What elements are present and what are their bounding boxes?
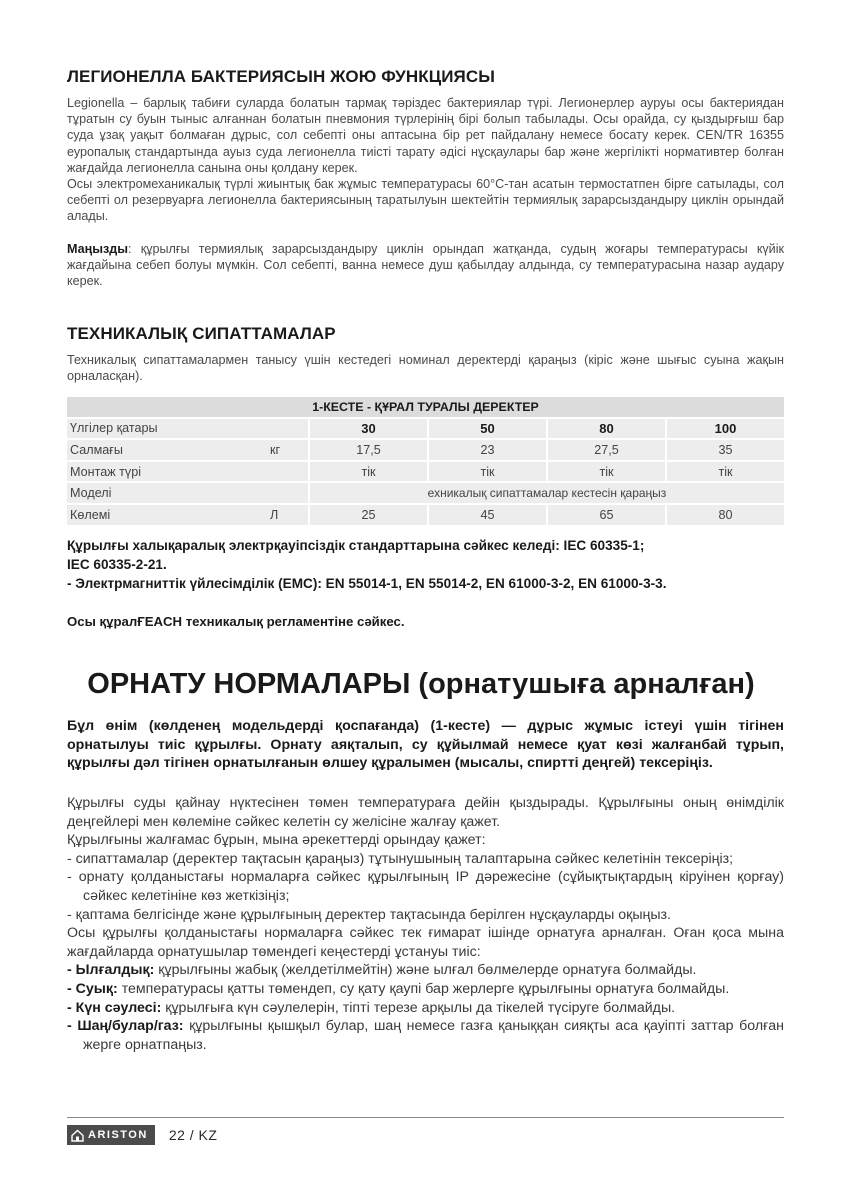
table-cell: 30: [308, 419, 427, 441]
table-cell: 65: [546, 505, 665, 527]
brand-name: ARISTON: [88, 1129, 148, 1141]
check-item: - қаптама белгісінде және құрылғының деректер тақтасында берілген нұсқауларды оқыңыз.: [67, 906, 671, 923]
table-row: [67, 505, 784, 527]
condition-label: Суық:: [75, 980, 118, 997]
row-label: Моделі: [67, 483, 270, 505]
table-cell: тік: [427, 462, 546, 484]
appliance-data-table: [67, 397, 784, 527]
reach-statement: Осы құралҒEACH техникалық регламентіне сәйкес.: [67, 614, 405, 629]
condition-item: - Ылғалдық: құрылғыны жабық (желдетілмейтін) және ылғал бөлмелерде орнатуға болмайды.: [67, 962, 697, 979]
important-text: : құрылғы термиялық зарарсыздандыру циклін орындап жатқанда, судың жоғары температурасы күйік жағдайына себеп болуы мүмкін. Сол себепті, ванна немесе душ қабылдау алдында, су температурасына назар аудару керек.: [67, 242, 784, 289]
row-unit: [270, 462, 308, 484]
tech-section-title: ТЕХНИКАЛЫҚ СИПАТТАМАЛАР: [67, 324, 336, 343]
legionella-body: [67, 95, 784, 225]
table-cell: 80: [546, 419, 665, 441]
table-cell: тік: [546, 462, 665, 484]
row-unit: Л: [270, 505, 308, 527]
condition-label: Шаң/булар/газ:: [77, 1018, 184, 1035]
table-cell: 35: [665, 440, 784, 462]
table-caption-row: [67, 397, 784, 419]
legionella-important-note: [67, 241, 784, 290]
table-cell: 17,5: [308, 440, 427, 462]
table-merged-cell: ехникалық сипаттамалар кестесін қараңыз: [308, 483, 784, 505]
condition-item: - Күн сәулесі: құрылғыға күн сәулелерін, тіпті терезе арқылы да тікелей түсіруге болмайды.: [67, 999, 676, 1016]
row-unit: [270, 419, 308, 441]
condition-text: құрылғыға күн сәулелерін, тіпті терезе арқылы да тікелей түсіруге болмайды.: [161, 999, 676, 1016]
table-cell: 23: [427, 440, 546, 462]
table-cell: 27,5: [546, 440, 665, 462]
table-cell: тік: [665, 462, 784, 484]
house-icon: [71, 1129, 84, 1142]
important-label: Маңызды: [67, 242, 129, 256]
table-row: [67, 440, 784, 462]
condition-text: құрылғыны қышқыл булар, шаң немесе газға қаныққан сияқты аса қауіпті заттар болған жерге орнатпаңыз.: [83, 1018, 784, 1053]
table-cell: 45: [427, 505, 546, 527]
install-paragraph: Құрылғы суды қайнау нүктесінен төмен температураға дейін қыздырады. Құрылғыны оның өнімділік деңгейлері мен көлеміне сәйкес келетін су желісіне жалғау қажет.: [67, 795, 784, 830]
table-caption: 1-КЕСТЕ - ҚҰРАЛ ТУРАЛЫ ДЕРЕКТЕР: [67, 397, 784, 419]
table-cell: 100: [665, 419, 784, 441]
page-number: 22 / KZ: [168, 1127, 218, 1143]
table-cell: тік: [308, 462, 427, 484]
row-label: Салмағы: [67, 440, 270, 462]
footer: [67, 1124, 217, 1146]
table-row: [67, 419, 784, 441]
condition-text: құрылғыны жабық (желдетілмейтін) және ылғал бөлмелерде орнатуға болмайды.: [154, 962, 697, 979]
condition-item: - Шаң/булар/газ: құрылғыны қышқыл булар, шаң немесе газға қаныққан сияқты аса қауіпті заттар болған жерге орнатпаңыз.: [67, 1018, 784, 1053]
condition-label: Күн сәулесі:: [75, 999, 162, 1016]
table-row: [67, 483, 784, 505]
compliance-line: Құрылғы халықаралық электрқауіпсіздік стандарттарына сәйкес келеді: IEC 60335-1;: [67, 538, 645, 553]
install-paragraph: Осы құрылғы қолданыстағы нормаларға сәйкес тек ғимарат ішінде орнатуға арналған. Оған қоса мына жағдайларда орнатушылар төмендегі кеңестерді ұстануы тиіс:: [67, 925, 784, 960]
condition-text: температурасы қатты төмендеп, су қату қаупі бар жерлерге құрылғыны орнатуға болмайды.: [117, 980, 730, 997]
install-lead: Бұл өнім (көлденең модельдерді қоспағанда) (1-кесте) — дұрыс жұмыс істеуі үшін тігінен орнатылуы тиіс құрылғы. Орнату аяқталып, су құйылмай немесе қуат көзі жалғанбай тұрып, құрылғы дәл тігінен орнатылғанын өлшеу құралымен (мысалы, спиртті деңгей) тексеріңіз.: [67, 718, 784, 772]
condition-label: Ылғалдық:: [75, 962, 155, 979]
table-cell: 50: [427, 419, 546, 441]
table-row: [67, 462, 784, 484]
legionella-paragraph-2: Осы электромеханикалық түрлі жиынтық бак жұмыс температурасы 60°C-тан асатын термостатпен бірге сатылады, сол себепті ол резервуарға легионелла бактериясының таратылуын шектейтін термиялық зарарсыздандыру циклін орындай алады.: [67, 177, 784, 224]
install-paragraph: Құрылғыны жалғамас бұрын, мына әрекеттерді орындау қажет:: [67, 832, 486, 849]
tech-intro: Техникалық сипаттамалармен танысу үшін кестедегі номинал деректерді қараңыз (кіріс және шығыс суына жақын орналасқан).: [67, 353, 784, 384]
compliance-line: IEC 60335-2-21.: [67, 557, 167, 572]
install-section-title: ОРНАТУ НОРМАЛАРЫ (орнатушыға арналған): [87, 668, 755, 700]
legionella-section-title: ЛЕГИОНЕЛЛА БАКТЕРИЯСЫН ЖОЮ ФУНКЦИЯСЫ: [67, 67, 495, 86]
emc-line: - Электрмагниттік үйлесімділік (EMC): EN 55014-1, EN 55014-2, EN 61000-3-2, EN 61000-3-3.: [67, 576, 667, 591]
row-unit: [270, 483, 308, 505]
compliance-statement: [67, 536, 784, 593]
check-item: - сипаттамалар (деректер тақтасын қараңыз) тұтынушының талаптарына сәйкес келетінін тексеріңіз;: [67, 850, 734, 867]
check-item: - орнату қолданыстағы нормаларға сәйкес құрылғының IP дәрежесіне (сұйықтықтардың кіруінен қорғау) сәйкес келетініне көз жеткізіңіз;: [67, 869, 784, 904]
row-label: Монтаж түрі: [67, 462, 270, 484]
table-cell: 25: [308, 505, 427, 527]
install-body: [67, 794, 784, 1054]
row-label: Көлемі: [67, 505, 270, 527]
condition-item: - Суық: температурасы қатты төмендеп, су қату қаупі бар жерлерге құрылғыны орнатуға болмайды.: [67, 980, 730, 997]
row-label: Үлгілер қатары: [67, 419, 270, 441]
footer-divider: [67, 1117, 784, 1118]
brand-logo: [67, 1125, 155, 1145]
row-unit: кг: [270, 440, 308, 462]
legionella-paragraph-1: Legionella – барлық табиғи суларда болатын тармақ тәріздес бактериялар түрі. Легионерлер ауруы осы бактериядан тұратын су буын тыныс алғаннан болатын пневмония түрлерінің бірі болып табылады. Осы орайда, су қыздырғыш бар суда ұзақ уақыт болмаған дұрыс, сол себепті оны аптасына бір рет пайдалану немесе босату керек. CEN/TR 16355 еуропалық стандартында ауыз суда легионелла тиісті тарату әдісі нұсқаулары бар және жергілікті нормативтер болған жағдайда легионелла санына оны қолдану керек.: [67, 96, 784, 175]
table-cell: 80: [665, 505, 784, 527]
